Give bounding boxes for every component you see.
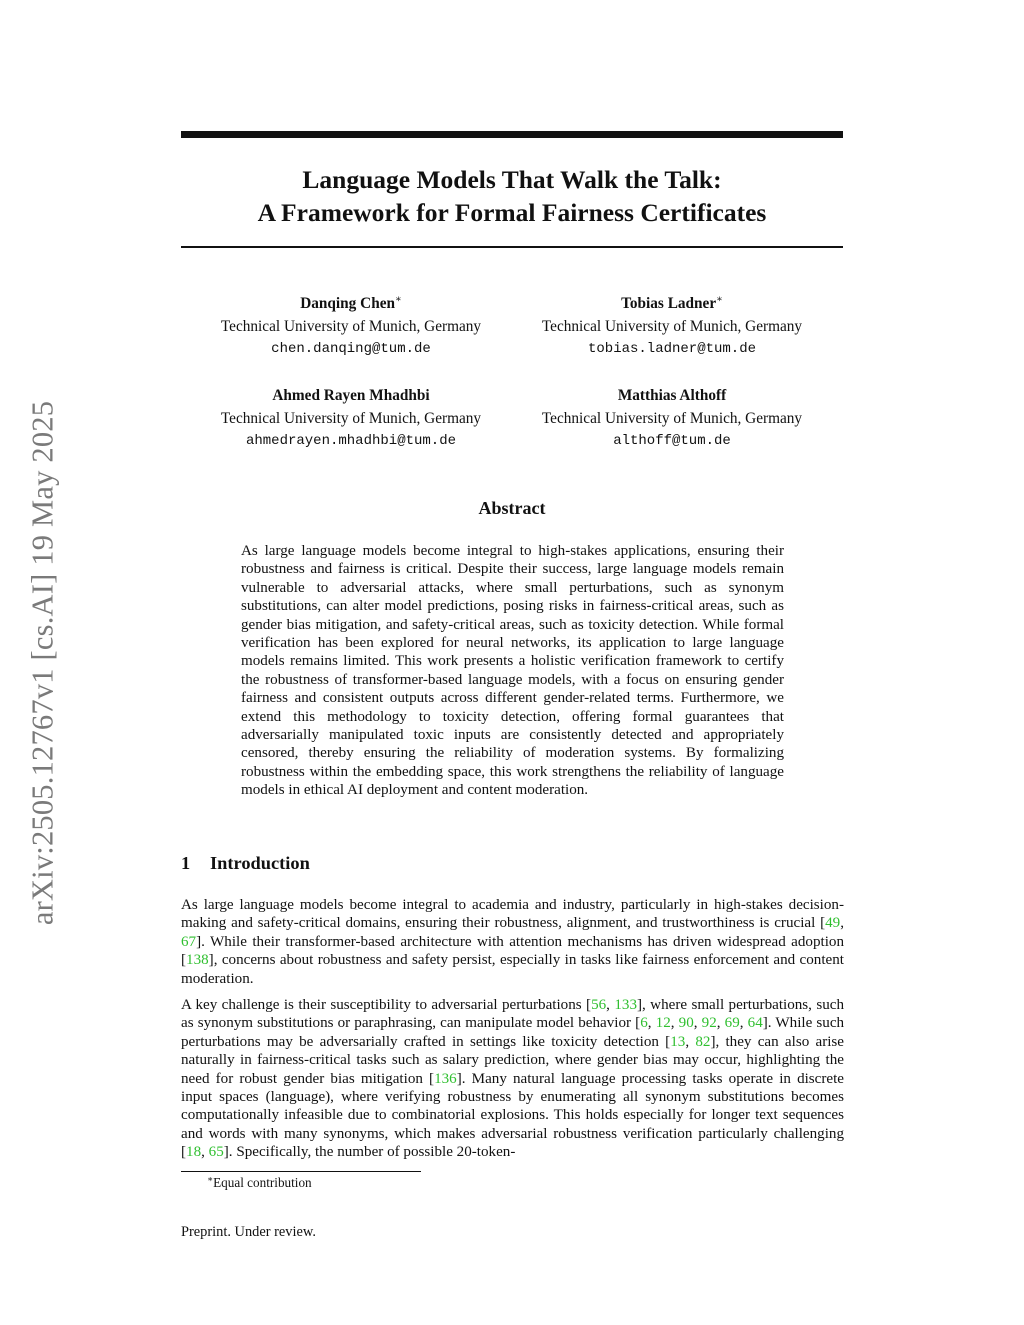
equal-contribution-mark: ∗ (716, 294, 723, 305)
author-name: Ahmed Rayen Mhadhbi (272, 387, 430, 404)
citation-link[interactable]: 138 (186, 952, 209, 969)
footnote-mark: ∗ (207, 1174, 214, 1184)
citation-link[interactable]: 6 (640, 1015, 648, 1032)
page-footer: Preprint. Under review. (181, 1224, 316, 1240)
author-email[interactable]: althoff@tum.de (613, 433, 731, 449)
author-email[interactable]: tobias.ladner@tum.de (587, 341, 757, 357)
citation-link[interactable]: 82 (695, 1033, 711, 1050)
citation-link[interactable]: 13 (670, 1033, 686, 1050)
paper-title (181, 163, 843, 229)
author-affiliation: Technical University of Munich, Germany (220, 317, 482, 335)
author-block (186, 385, 516, 453)
author-affiliation: Technical University of Munich, Germany (541, 409, 803, 427)
author-affiliation: Technical University of Munich, Germany (541, 317, 803, 335)
author-block (507, 293, 837, 361)
title-line-1: Language Models That Walk the Talk: (302, 165, 722, 194)
author-email[interactable]: ahmedrayen.mhadhbi@tum.de (245, 433, 457, 449)
citation-link[interactable]: 90 (678, 1015, 694, 1032)
citation-link[interactable]: 133 (614, 997, 637, 1013)
citation-link[interactable]: 49 (825, 915, 841, 932)
abstract-text: As large language models become integral to high-stakes applications, ensuring their robustness and fairness is critical. Despite their success, large language models remain vulnerable to adversarial attacks, where small perturbations, such as synonym substitutions, can alter model predictions, posing risks in fairness-critical areas, such as gender bias mitigation, and safety-critical areas, such as toxicity detection. While formal verification has been explored for neural networks, its application to large language models remains limited. This work presents a holistic verification framework to certify the robustness of transformer-based language models, with a focus on ensuring gender fairness and consistent outputs across different gender-related terms. Furthermore, we extend this methodology to toxicity detection, offering formal guarantees that adversarially manipulated toxic inputs are consistently detected and appropriately censored, thereby ensuring the reliability of moderation systems. By formalizing robustness within the embedding space, this work strengthens the reliability of language models in ethical AI deployment and content moderation. (241, 543, 784, 799)
citation-link[interactable]: 64 (747, 1015, 763, 1032)
author-affiliation: Technical University of Munich, Germany (220, 409, 482, 427)
title-rule-top (181, 131, 843, 138)
author-name: Danqing Chen∗ (300, 294, 402, 312)
intro-paragraph: A key challenge is their susceptibility to adversarial perturbations [56, 133], where small perturbations, such as synonym substitutions or paraphrasing, can manipulate model behavior [6, 12, 90, 92, 69, 64]. While such perturbations may be adversarially crafted in settings like toxicity detection [13, 82], they can also arise naturally in fairness-critical tasks such as salary prediction, where gender bias may occur, highlighting the need for robust gender bias mitigation [136]. Many natural language processing tasks operate in discrete input spaces (language), where verifying robustness by enumerating all synonym substitutions becomes computationally infeasible due to combinatorial explosions. This holds especially for longer text sequences and words with many synonyms, which makes adversarial robustness verification particularly challenging [18, 65]. Specifically, the number of possible 20-token- (181, 997, 845, 1161)
citation-link[interactable]: 56 (591, 997, 607, 1013)
section-title: Introduction (210, 853, 310, 873)
citation-link[interactable]: 92 (701, 1015, 717, 1032)
author-name: Matthias Althoff (617, 387, 727, 404)
author-block (186, 293, 516, 361)
footnote-rule (181, 1171, 421, 1172)
arxiv-stamp: arXiv:2505.12767v1 [cs.AI] 19 May 2025 (25, 400, 60, 926)
section-number: 1 (181, 853, 191, 873)
author-name: Tobias Ladner∗ (621, 294, 723, 312)
footnote-text: Equal contribution (213, 1175, 312, 1190)
citation-link[interactable]: 69 (724, 1015, 740, 1032)
footnote (207, 1175, 312, 1191)
intro-paragraph: As large language models become integral to academia and industry, particularly in high-stakes decision-making and safety-critical domains, ensuring their robustness, alignment, and trustworthiness is crucial [49, 67]. While their transformer-based architecture with attention mechanisms has driven widespread adoption [138], concerns about robustness and safety persist, especially in tasks like fairness enforcement and content moderation. (181, 897, 844, 987)
title-rule-bottom (181, 246, 843, 248)
section-heading (181, 853, 310, 874)
citation-link[interactable]: 136 (434, 1070, 457, 1087)
author-block (507, 385, 837, 453)
citation-link[interactable]: 18 (186, 1144, 202, 1161)
title-line-2: A Framework for Formal Fairness Certificates (257, 198, 767, 227)
citation-link[interactable]: 12 (655, 1015, 671, 1032)
author-email[interactable]: chen.danqing@tum.de (271, 341, 431, 357)
equal-contribution-mark: ∗ (395, 294, 402, 305)
abstract-heading: Abstract (478, 498, 546, 518)
citation-link[interactable]: 67 (181, 933, 197, 950)
citation-link[interactable]: 65 (208, 1144, 224, 1161)
